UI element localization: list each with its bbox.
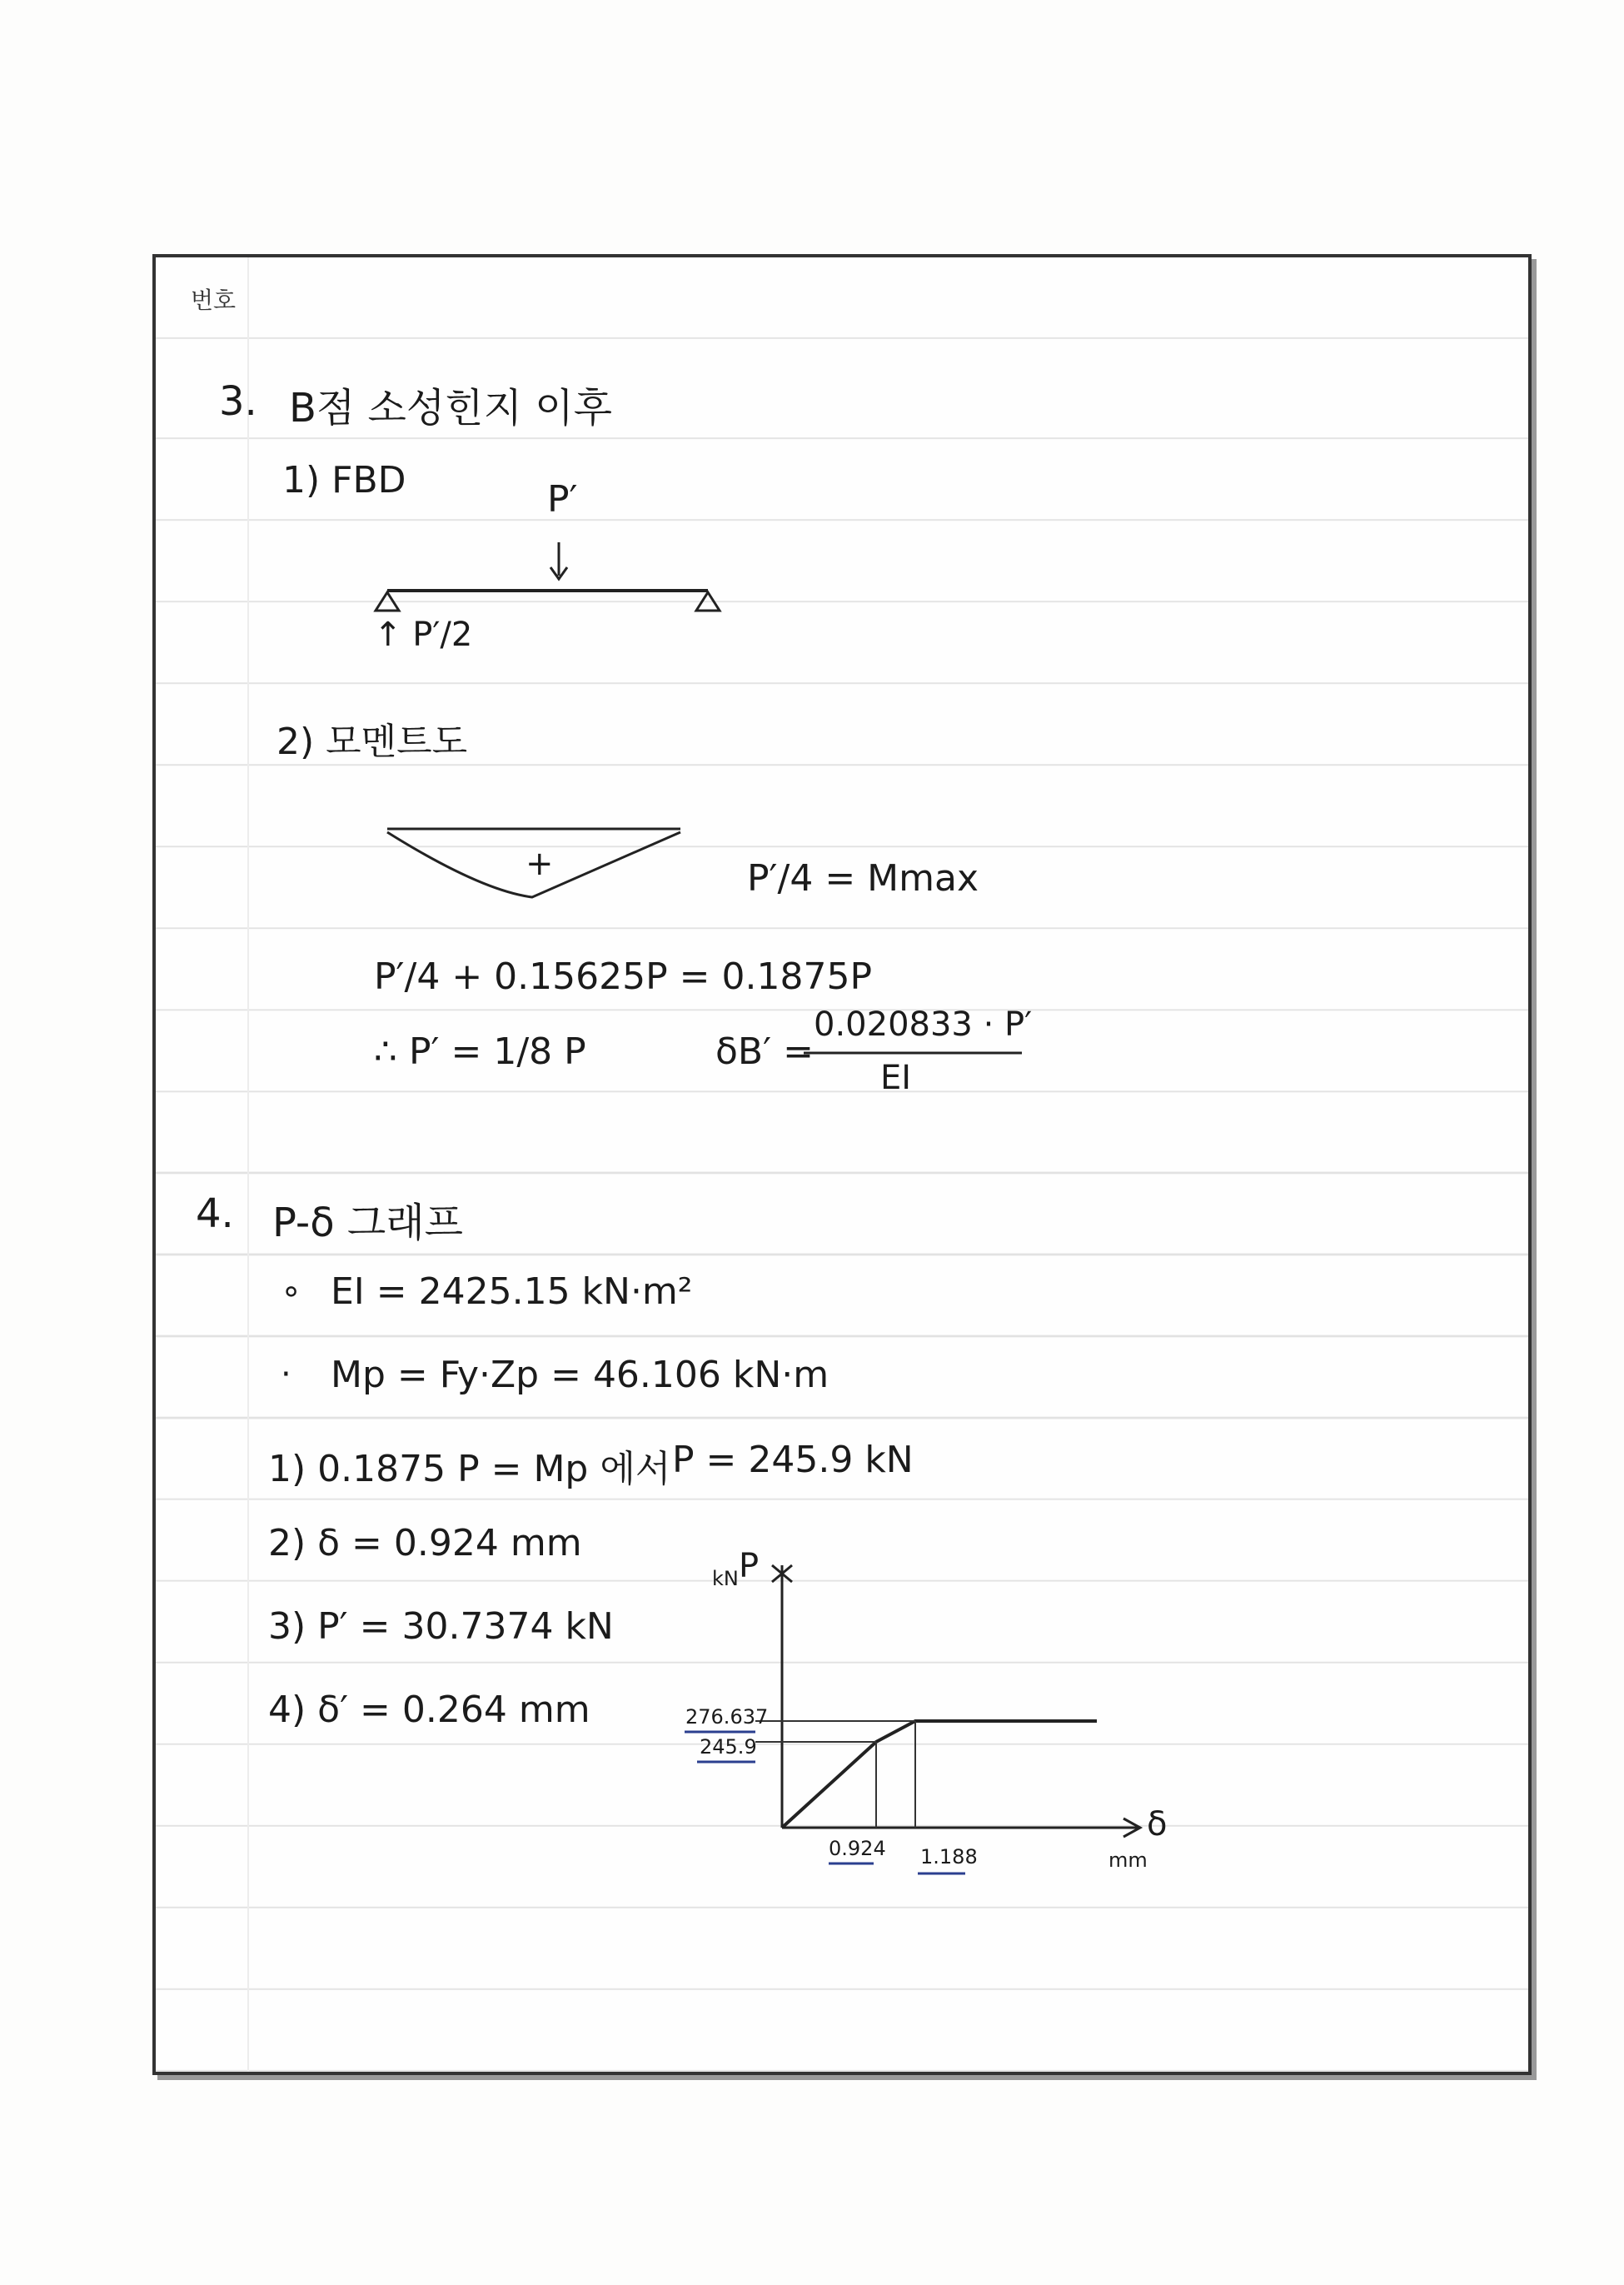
item-1-result: P = 245.9 kN (672, 1439, 914, 1481)
item-1: 1) 0.1875 P = Mp 에서 (268, 1448, 671, 1490)
section4-number: 4. (196, 1190, 234, 1237)
bullet-2-dot: · (281, 1355, 291, 1394)
equation-2: ∴ P′ = 1/8 P (374, 1030, 586, 1073)
moment-heading: 2) 모멘트도 (276, 721, 468, 763)
section4-title: P-δ 그래프 (272, 1200, 463, 1246)
section3-title: B점 소성힌지 이후 (289, 385, 613, 432)
y-axis-label: P (739, 1547, 760, 1585)
equation-1: P′/4 + 0.15625P = 0.1875P (374, 955, 872, 998)
p-delta-graph (156, 257, 1522, 2065)
bullet-1: EI = 2425.15 kN·m² (331, 1270, 693, 1313)
x-tick-2: 1.188 (920, 1845, 978, 1868)
bullet-2: Mp = Fy·Zp = 46.106 kN·m (331, 1354, 829, 1396)
mmax-equation: P′/4 = Mmax (747, 857, 979, 900)
y-axis-unit: kN (712, 1567, 739, 1590)
equation-3-lhs: δB′ = (715, 1030, 814, 1073)
section3-number: 3. (219, 378, 257, 425)
item-2: 2) δ = 0.924 mm (268, 1522, 582, 1564)
y-tick-upper: 276.637 (685, 1705, 769, 1729)
number-label: 번호 (191, 287, 237, 314)
moment-sign: + (526, 845, 554, 883)
fbd-heading: 1) FBD (282, 459, 406, 501)
reaction-label: ↑ P′/2 (374, 616, 473, 654)
bullet-1-dot: ∘ (281, 1272, 302, 1310)
equation-3-numerator: 0.020833 · P′ (814, 1005, 1033, 1044)
load-label: P′ (547, 478, 578, 521)
x-axis-label: δ (1147, 1805, 1168, 1843)
note-page (152, 254, 1532, 2075)
y-tick-lower: 245.9 (700, 1735, 757, 1759)
x-tick-1: 0.924 (829, 1837, 886, 1860)
item-3: 3) P′ = 30.7374 kN (268, 1605, 614, 1648)
x-axis-unit: mm (1108, 1848, 1148, 1872)
item-4: 4) δ′ = 0.264 mm (268, 1689, 590, 1731)
equation-3-denominator: EI (880, 1059, 912, 1097)
